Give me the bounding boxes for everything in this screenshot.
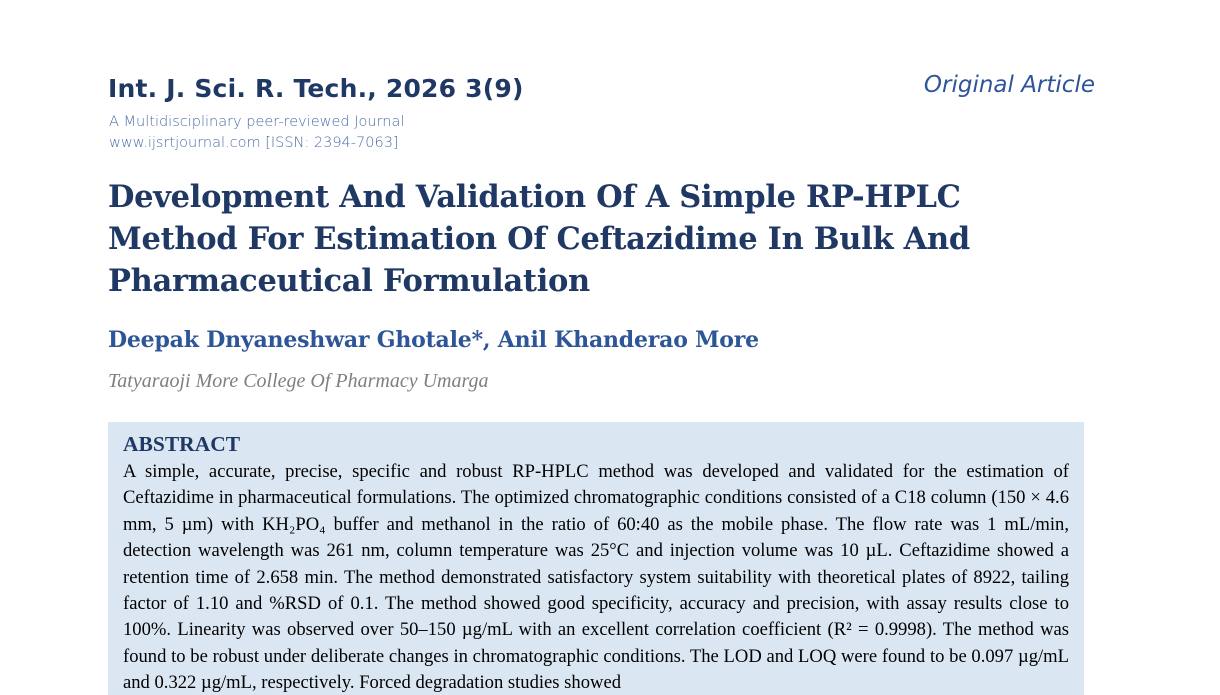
author-affiliation: Tatyaraoji More College Of Pharmacy Umarga (108, 370, 489, 392)
author-list: Deepak Dnyaneshwar Ghotale*, Anil Khanderao More (108, 327, 759, 353)
journal-tagline: A Multidisciplinary peer-reviewed Journal (109, 114, 405, 130)
abstract-heading: ABSTRACT (123, 432, 241, 456)
paper-title: Development And Validation Of A Simple RP-HPLC Method For Estimation Of Ceftazidime In Bulk And Pharmaceutical Formulation (108, 179, 970, 299)
journal-website-issn: www.ijsrtjournal.com [ISSN: 2394-7063] (109, 135, 399, 151)
article-type-label: Original Article (923, 72, 1095, 98)
abstract-text: A simple, accurate, precise, specific and robust RP-HPLC method was developed and validated for the estimation of Ceftazidime in pharmaceutical formulations. The optimized chromatographic conditions consisted of a C18 column (150 × 4.6 mm, 5 µm) with KH₂PO₄ buffer and methanol in the ratio of 60:40 as the mobile phase. The flow rate was 1 mL/min, detection wavelength was 261 nm, column temperature was 25°C and injection volume was 10 µL. Ceftazidime showed a retention time of 2.658 min. The method demonstrated satisfactory system suitability with theoretical plates of 8922, tailing factor of 1.10 and %RSD of 0.1. The method showed good specificity, accuracy and precision, with assay results close to 100%. Linearity was observed over 50–150 µg/mL with an excellent correlation coefficient (R² = 0.9998). The method was found to be robust under deliberate changes in chromatographic conditions. The LOD and LOQ were found to be 0.097 µg/mL and 0.322 µg/mL, respectively. Forced degradation studies showed (123, 461, 1069, 694)
journal-title: Int. J. Sci. R. Tech., 2026 3(9) (108, 74, 524, 103)
abstract-box (108, 422, 1084, 695)
